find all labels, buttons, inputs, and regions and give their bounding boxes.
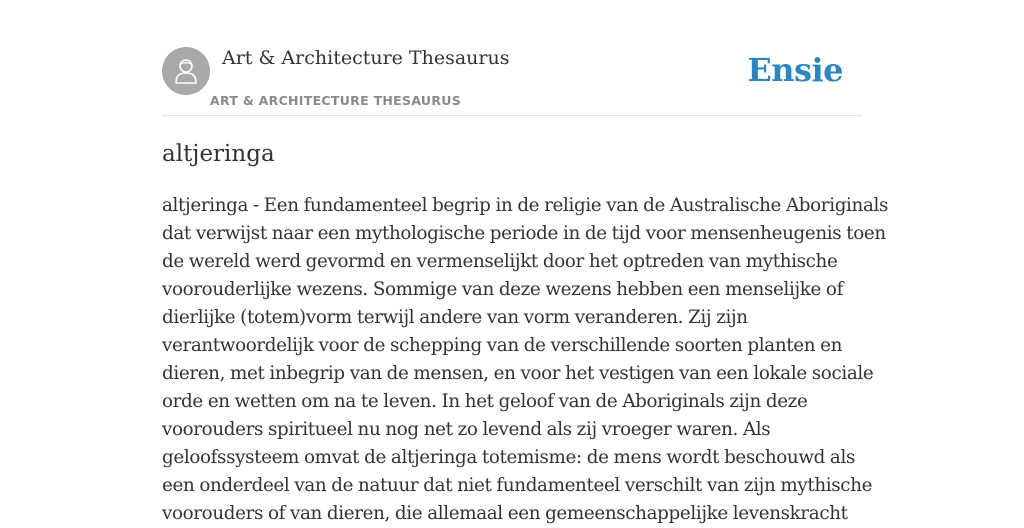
source-avatar[interactable] xyxy=(162,47,210,95)
definition-line: voorouders spiritueel nu nog net zo levend als zij vroeger waren. Als xyxy=(162,419,771,440)
definition-line: dierlijke (totem)vorm terwijl andere van vorm veranderen. Zij zijn xyxy=(162,307,748,328)
source-caption: ART & ARCHITECTURE THESAURUS xyxy=(210,93,462,108)
definition-text xyxy=(162,192,889,528)
term-title: altjeringa xyxy=(162,141,275,167)
definition-line: altjeringa - Een fundamenteel begrip in de religie van de Australische Aboriginals xyxy=(162,195,889,216)
definition-line: dat verwijst naar een mythologische periode in de tijd voor mensenheugenis toen xyxy=(162,223,886,244)
source-header xyxy=(162,0,862,116)
definition-line: een onderdeel van de natuur dat niet fundamenteel verschilt van zijn mythische xyxy=(162,475,873,496)
definition-line: de wereld werd gevormd en vermenselijkt door het optreden van mythische xyxy=(162,251,838,272)
definition-line: verantwoordelijk voor de schepping van de verschillende soorten planten en xyxy=(162,335,842,356)
brand-logo[interactable]: Ensie xyxy=(747,51,843,89)
definition-line: orde en wetten om na te leven. In het geloof van de Aboriginals zijn deze xyxy=(162,391,808,412)
definition-line: voorouders of van dieren, die allemaal een gemeenschappelijke levenskracht xyxy=(162,503,848,524)
definition-line: dieren, met inbegrip van de mensen, en voor het vestigen van een lokale sociale xyxy=(162,363,874,384)
definition-line: geloofssysteem omvat de altjeringa totemisme: de mens wordt beschouwd als xyxy=(162,447,856,468)
source-title[interactable]: Art & Architecture Thesaurus xyxy=(222,47,510,69)
definition-line: voorouderlijke wezens. Sommige van deze wezens hebben een menselijke of xyxy=(162,279,843,300)
user-silhouette-icon xyxy=(169,54,203,88)
